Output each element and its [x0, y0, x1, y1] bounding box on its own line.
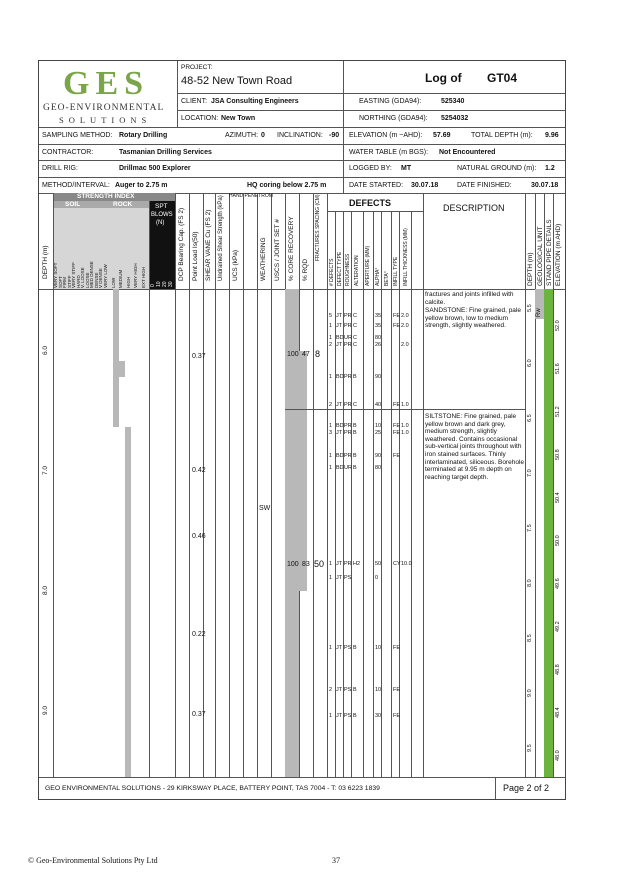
defect-cell-n: 1	[329, 713, 333, 719]
defect-cell-alt: H2	[353, 561, 361, 567]
defect-cell-alt: C	[353, 342, 357, 348]
elevation-header: ELEVATION (m AHD)	[555, 223, 562, 286]
defect-cell-thk: 10.0	[401, 561, 412, 567]
right-depth-header: DEPTH (m)	[527, 252, 534, 286]
soil-sub-label: MED DENSE	[89, 261, 94, 288]
defect-cell-n: 5	[329, 313, 333, 319]
ground-label: NATURAL GROUND (m):	[457, 165, 537, 172]
company-name-line1: GEO-ENVIRONMENTAL	[43, 103, 165, 113]
northing-value: 5254032	[441, 115, 469, 122]
defect-cell-alt: B	[353, 687, 357, 693]
rock-strength-bar-1	[113, 289, 119, 427]
footer-address: GEO ENVIRONMENTAL SOLUTIONS - 29 KIRKSWAY PLACE, BATTERY POINT, TAS 7004 - T: 03 6223 1839	[45, 785, 380, 792]
defect-cell-rough: PS	[344, 645, 352, 651]
defect-cell-alpha: 0	[375, 575, 379, 581]
method-value: Auger to 2.75 m	[115, 182, 168, 189]
fracture-spacing-header: FRACTURES SPACING (CM)	[315, 194, 321, 261]
defect-cell-n: 2	[329, 342, 333, 348]
elevation-label: 50.4	[555, 492, 561, 503]
defect-cell-type: JT	[336, 313, 343, 319]
right-depth-label: 7.0	[527, 469, 533, 477]
n-label: (N)	[156, 220, 165, 226]
core-recovery-bar	[285, 289, 299, 777]
coring-value: HQ coring below 2.75 m	[247, 182, 327, 189]
soil-sub-label: LOOSE	[84, 272, 90, 288]
defect-col-beta: BETA°	[384, 271, 390, 286]
finished-label: DATE FINISHED:	[457, 182, 512, 189]
elevation-label: 51.6	[555, 363, 561, 374]
ucs-column-header: UCS (kPa)	[232, 249, 239, 281]
company-name-line2: SOLUTIONS	[59, 115, 152, 125]
defect-cell-type: JT	[336, 323, 343, 329]
defect-col-infill-type: INFILL TYPE	[393, 256, 399, 286]
defect-cell-inf: FE	[393, 645, 401, 651]
soil-sub-label: V. LOOSE	[80, 267, 85, 288]
point-load-value: 0.37	[192, 353, 206, 360]
defect-cell-type: BD	[336, 374, 344, 380]
defect-cell-alpha: 90	[375, 374, 382, 380]
elevation-label: 49.2	[555, 621, 561, 632]
footer-page: Page 2 of 2	[503, 783, 550, 793]
azimuth-value: 0	[261, 132, 265, 139]
project-name: 48-52 New Town Road	[181, 75, 293, 87]
logo-letters: GES	[63, 65, 150, 102]
soil-sub-label: DENSE	[93, 272, 99, 288]
rock-strength-bar-2	[119, 361, 125, 377]
point-load-column-header: Point Load Is(50)	[192, 231, 199, 281]
defect-cell-alpha: 80	[375, 465, 382, 471]
soil-sub-label: VERY SOFT	[53, 262, 58, 288]
elevation-label: 49.6	[555, 578, 561, 589]
defect-cell-rough: UR	[344, 465, 352, 471]
defect-cell-rough: PS	[344, 687, 352, 693]
elevation-label: 51.2	[555, 406, 561, 417]
location-label: LOCATION:	[181, 115, 219, 122]
sampling-value: Rotary Drilling	[119, 132, 168, 139]
spt-tick-label: 20	[162, 281, 168, 287]
elevation-label: 48.8	[555, 664, 561, 675]
rig-label: DRILL RIG:	[42, 165, 78, 172]
defect-cell-rough: PR	[344, 453, 352, 459]
depth-label: 7.0	[42, 465, 49, 475]
rqd-column-header: % RQD	[302, 258, 309, 281]
defect-cell-type: JT	[336, 402, 343, 408]
defect-cell-alpha: 35	[375, 323, 382, 329]
log-title: Log of	[425, 71, 462, 85]
rock-sub-label: HIGH	[125, 276, 131, 288]
description-header: DESCRIPTION	[443, 203, 505, 213]
started-label: DATE STARTED:	[349, 182, 404, 189]
defect-cell-type: JT	[336, 342, 343, 348]
defect-cell-alpha: 10	[375, 423, 382, 429]
core-run-2-core: 100	[287, 561, 299, 568]
defect-cell-type: JT	[336, 645, 343, 651]
defect-cell-alt: C	[353, 402, 357, 408]
contractor-label: CONTRACTOR:	[42, 149, 94, 156]
defect-cell-alt: C	[353, 323, 357, 329]
defect-cell-alt: B	[353, 453, 357, 459]
soil-label: SOIL	[65, 201, 81, 208]
defect-cell-rough: PR	[344, 430, 352, 436]
defect-cell-n: 1	[329, 453, 333, 459]
rock-sub-label: VERY HIGH	[133, 263, 138, 288]
defect-cell-rough: PR	[344, 342, 352, 348]
defect-cell-n: 1	[329, 335, 333, 341]
defect-cell-type: JT	[336, 687, 343, 693]
defect-cell-thk: 1.0	[401, 402, 409, 408]
right-depth-label: 9.5	[527, 744, 533, 752]
weathering-column-header: WEATHERING	[260, 237, 267, 281]
method-label: METHOD/INTERVAL:	[42, 182, 110, 189]
defect-cell-alt: C	[353, 335, 357, 341]
defect-cell-inf: FE	[393, 313, 401, 319]
defect-cell-n: 1	[329, 575, 333, 581]
defect-col-type: DEFECT TYPE	[337, 251, 343, 286]
rock-strength-bar-3	[125, 427, 131, 777]
right-depth-label: 6.5	[527, 414, 533, 422]
defect-cell-alpha: 26	[375, 342, 382, 348]
right-depth-label: 9.0	[527, 689, 533, 697]
defect-col-alpha: ALPHA°	[375, 267, 381, 286]
defect-col-alteration: ALTERATION	[354, 255, 360, 286]
core-run-2-frac: 50	[314, 559, 325, 569]
defect-cell-rough: PR	[344, 402, 352, 408]
elevation-label: 52.0	[555, 320, 561, 331]
soil-sub-label: HARD	[75, 275, 81, 288]
copyright-notice: © Geo-Environmental Solutions Pty Ltd	[28, 856, 158, 865]
finished-value: 30.07.18	[531, 182, 559, 189]
defect-cell-alpha: 30	[375, 713, 382, 719]
defect-cell-alpha: 10	[375, 645, 382, 651]
inclination-value: -90	[329, 132, 340, 139]
defect-cell-inf: FE	[393, 423, 401, 429]
sampling-label: SAMPLING METHOD:	[42, 132, 113, 139]
core-run-2-rqd: 83	[302, 561, 310, 568]
spt-tick-label: 10	[156, 281, 162, 287]
borehole-log-sheet	[38, 60, 566, 800]
log-id: GT04	[487, 71, 518, 85]
defect-cell-n: 1	[329, 374, 333, 380]
elevation-label: 48.0	[555, 750, 561, 761]
description-sandstone: SANDSTONE: Fine grained, pale yellow brown, low to medium strength, slightly weathered.	[425, 307, 521, 330]
defect-cell-type: JT	[336, 575, 343, 581]
point-load-value: 0.46	[192, 533, 206, 540]
defect-cell-alpha: 25	[375, 430, 382, 436]
spt-tick-label: 30	[168, 281, 174, 287]
defect-cell-alpha: 80	[375, 335, 382, 341]
page-number: 37	[332, 856, 340, 865]
defect-cell-n: 1	[329, 423, 333, 429]
soil-sub-label: V DENSE	[98, 268, 103, 288]
defect-cell-rough: PR	[344, 323, 352, 329]
defect-cell-alt: B	[353, 465, 357, 471]
defect-cell-thk: 2.0	[401, 323, 409, 329]
description-siltstone: SILTSTONE: Fine grained, pale yellow brown and dark grey, medium strength, slightly weathered. Contains occasional sub-vertical joints throughout with iron stained surfaces. Thinly interlaminated, siliceous. Borehole terminated at 9.95 m depth on reaching target depth.	[425, 413, 524, 481]
depth-label: 6.0	[42, 345, 49, 355]
defects-header: DEFECTS	[349, 198, 392, 208]
right-depth-label: 5.5	[527, 304, 533, 312]
defect-cell-n: 2	[329, 687, 333, 693]
northing-label: NORTHING (GDA94):	[359, 115, 428, 122]
rock-sub-label: MEDIUM	[118, 269, 123, 288]
defect-cell-rough: PS	[344, 575, 352, 581]
azimuth-label: AZIMUTH:	[225, 132, 259, 139]
defect-cell-inf: FE	[393, 687, 401, 693]
elevation-label: 50.0	[555, 535, 561, 546]
shear-vane-column-header: SHEAR VANE Cu (FS 2)	[205, 209, 212, 281]
defect-cell-rough: PR	[344, 423, 352, 429]
defect-cell-alt: B	[353, 430, 357, 436]
defect-cell-thk: 2.0	[401, 342, 409, 348]
defect-cell-alpha: 35	[375, 313, 382, 319]
defect-cell-rough: PR	[344, 313, 352, 319]
undrained-column-header: Undrained Shear Strength (kPa)	[218, 195, 224, 281]
core-run-1-core: 100	[287, 351, 299, 358]
blows-label: BLOWS	[151, 212, 173, 218]
project-label: PROJECT:	[181, 64, 213, 71]
right-depth-label: 7.5	[527, 524, 533, 532]
client-value: JSA Consulting Engineers	[211, 98, 299, 105]
defect-cell-thk: 2.0	[401, 313, 409, 319]
defect-cell-alpha: 50	[375, 561, 382, 567]
stand-pipe-fill	[544, 289, 553, 777]
stand-pipe-header: STAND PIPE DETAILS	[546, 219, 553, 286]
defect-col-roughness: ROUGHNESS	[345, 253, 351, 286]
defect-cell-inf: FE	[393, 713, 401, 719]
defect-cell-rough: PR	[344, 374, 352, 380]
spt-tick-label: 0	[150, 284, 156, 287]
defect-col-aperture: APERTURE (MM)	[365, 245, 371, 286]
logged-value: MT	[401, 165, 412, 172]
elevation-label: 50.8	[555, 449, 561, 460]
depth-label: 9.0	[42, 705, 49, 715]
core-run-1-frac: 8	[315, 349, 321, 359]
point-load-value: 0.37	[192, 711, 206, 718]
defect-cell-alpha: 40	[375, 402, 382, 408]
defect-cell-alt: B	[353, 374, 357, 380]
depth-column-header: DEPTH (m)	[42, 245, 49, 279]
ground-value: 1.2	[545, 165, 555, 172]
geological-unit-value: Rw	[536, 308, 542, 317]
elevation-label: 48.4	[555, 707, 561, 718]
defect-cell-thk: 1.0	[401, 423, 409, 429]
water-value: Not Encountered	[439, 149, 496, 156]
defect-cell-inf: CY	[393, 561, 401, 567]
started-value: 30.07.18	[411, 182, 439, 189]
client-label: CLIENT:	[181, 98, 208, 105]
defect-col-infill-thickness: INFILL THICKNESS (MM)	[403, 228, 409, 286]
defect-cell-rough: PS	[344, 713, 352, 719]
defect-cell-type: BD	[336, 423, 344, 429]
defect-cell-n: 1	[329, 645, 333, 651]
strength-index-label: STRENGTH INDEX	[77, 193, 135, 200]
defect-cell-inf: FE	[393, 453, 401, 459]
elevation-value: 57.69	[433, 132, 451, 139]
defect-cell-n: 1	[329, 465, 333, 471]
defect-cell-type: BD	[336, 465, 344, 471]
right-depth-label: 6.0	[527, 359, 533, 367]
total-depth-label: TOTAL DEPTH (m):	[471, 132, 533, 139]
defect-cell-thk: 1.0	[401, 430, 409, 436]
soil-sub-label: STIFF	[66, 275, 72, 288]
right-depth-label: 8.0	[527, 579, 533, 587]
defect-cell-inf: FE	[393, 402, 401, 408]
defect-cell-rough: PR	[344, 561, 352, 567]
defect-cell-type: JT	[336, 561, 343, 567]
dcp-column-header: DCP Bearing Cap. (FS 2)	[178, 207, 185, 281]
weathering-value: SW	[259, 505, 271, 512]
defect-cell-n: 3	[329, 430, 333, 436]
defect-cell-alt: B	[353, 713, 357, 719]
rqd-bar	[299, 351, 307, 591]
spt-label: SPT	[155, 203, 168, 210]
point-load-value: 0.42	[192, 467, 206, 474]
defect-cell-n: 1	[329, 561, 333, 567]
elevation-label: ELEVATION (m ~AHD):	[349, 132, 423, 139]
defect-cell-alpha: 10	[375, 687, 382, 693]
right-depth-label: 8.5	[527, 634, 533, 642]
core-recovery-column-header: % CORE RECOVERY	[288, 216, 295, 281]
contractor-value: Tasmanian Drilling Services	[119, 149, 212, 156]
defect-cell-rough: UR	[344, 335, 352, 341]
defect-cell-alt: C	[353, 313, 357, 319]
inclination-label: INCLINATION:	[277, 132, 323, 139]
soil-sub-label: FIRM	[62, 277, 67, 288]
rig-value: Drillmac 500 Explorer	[119, 165, 191, 172]
uscs-column-header: USCS / JOINT SET #	[274, 219, 281, 281]
rock-sub-label: LOW	[110, 277, 116, 288]
soil-sub-label: VERY STIFF	[71, 262, 76, 288]
point-load-value: 0.22	[192, 631, 206, 638]
defect-cell-alpha: 90	[375, 453, 382, 459]
geological-unit-header: GEOLOGICAL UNIT	[537, 226, 544, 286]
company-logo	[41, 65, 175, 125]
easting-label: EASTING (GDA94):	[359, 98, 422, 105]
location-value: New Town	[221, 115, 256, 122]
depth-label: 8.0	[42, 585, 49, 595]
defect-col-count: # DEFECTS	[329, 258, 335, 286]
core-run-1-rqd: 47	[302, 351, 310, 358]
defect-cell-inf: FE	[393, 323, 401, 329]
defect-cell-n: 2	[329, 402, 333, 408]
rock-sub-label: EXT HIGH	[140, 266, 146, 288]
soil-sub-label: SOFT	[57, 276, 63, 288]
defect-cell-alt: B	[353, 645, 357, 651]
defect-cell-type: JT	[336, 713, 343, 719]
logged-label: LOGGED BY:	[349, 165, 392, 172]
defect-cell-n: 1	[329, 323, 333, 329]
total-depth-value: 9.96	[545, 132, 559, 139]
easting-value: 525340	[441, 98, 465, 105]
defect-cell-type: BD	[336, 335, 344, 341]
defect-cell-type: JT	[336, 430, 343, 436]
defect-cell-alt: B	[353, 423, 357, 429]
hand-penetrometer-header: HAND PENETROM	[229, 193, 273, 199]
rock-sub-label: VERY LOW	[103, 264, 108, 288]
defect-cell-inf: FE	[393, 430, 401, 436]
rock-label: ROCK	[113, 201, 133, 208]
description-intro: fractures and joints infilled with calcite.	[425, 291, 514, 306]
defect-cell-type: BD	[336, 453, 344, 459]
water-label: WATER TABLE (m BGS):	[349, 149, 429, 156]
